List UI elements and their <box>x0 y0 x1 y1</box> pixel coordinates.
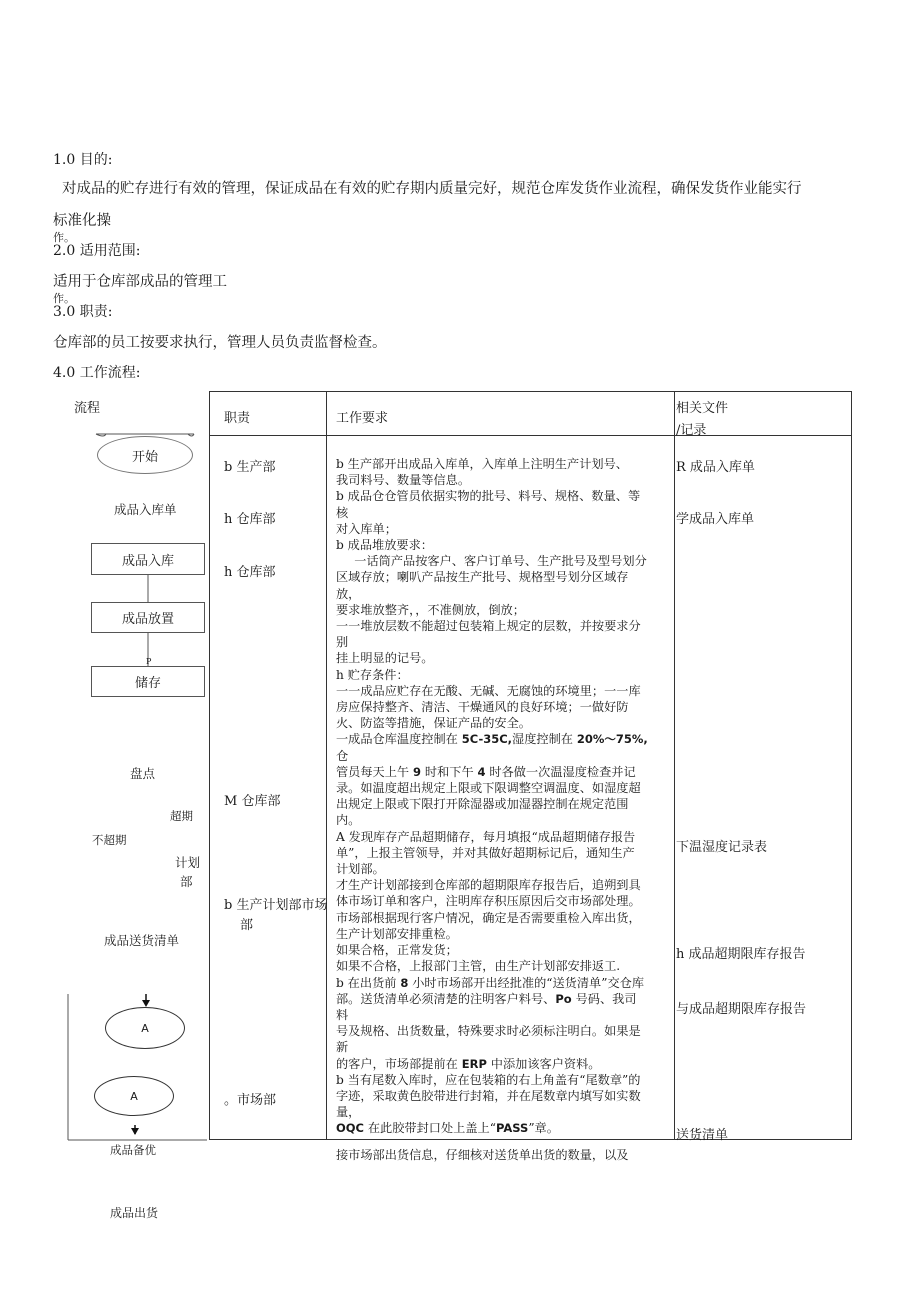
purpose-text-wrap: 作。 <box>53 231 75 244</box>
duty-heading: 3.0 职责: <box>53 304 113 320</box>
purpose-text: 对成品的贮存进行有效的管理，保证成品在有效的贮存期内质量完好，规范仓库发货作业流程，确保发货作业能实行 <box>62 181 802 197</box>
start-node: 开始 <box>97 436 193 474</box>
role-cell: h 仓库部 <box>224 565 276 580</box>
process-heading: 4.0 工作流程: <box>53 365 141 381</box>
doc-cell: 学成品入库单 <box>676 512 755 527</box>
req-line: b 成品仓仓管员依据实物的批号、料号、规格、数量、等核 <box>336 489 641 520</box>
document-header-2: /记录 <box>676 423 707 438</box>
header-divider <box>210 435 851 436</box>
req-line: 录。如温度超出规定上限或下限调整空调温度、如湿度超 <box>336 781 641 796</box>
flow-delivery-list-label: 成品送货清单 <box>104 933 180 948</box>
req-line: 挂上明显的记号。 <box>336 651 434 666</box>
req-line: A 发现库存产品超期储存，每月填报“成品超期储存报告 <box>336 829 636 844</box>
req-line: 号及规格、出货数量，特殊要求时必须标注明白。如果是新 <box>336 1024 641 1055</box>
req-line: b 在出货前 8 小时市场部开出经批准的“送货清单”交仓库 <box>336 975 645 990</box>
req-line: 部。送货清单必须清楚的注明客户料号、Po 号码、我司料 <box>336 991 637 1022</box>
step-warehouse-in: 成品入库 <box>91 543 205 575</box>
req-line: b 成品堆放要求： <box>336 538 433 553</box>
req-line: 的客户，市场部提前在 ERP 中添加该客户资料。 <box>336 1056 601 1071</box>
flow-not-overdue-label: 不超期 <box>92 833 127 847</box>
work-flow-table <box>209 391 852 1162</box>
flow-doc-label: 成品入库单 <box>114 502 177 517</box>
flow-column-header: 流程 <box>74 401 101 416</box>
scope-text-wrap: 作。 <box>53 292 75 305</box>
role-cell: M 仓库部 <box>224 794 281 809</box>
req-line: 单”，上报主管领导，并对其做好超期标记后，通知生产 <box>336 845 635 860</box>
req-line: 内。 <box>336 813 361 828</box>
doc-cell: R 成品入库单 <box>676 460 755 475</box>
req-line: 计划部。 <box>336 862 385 877</box>
req-line: 我司料号、数量等信息。 <box>336 473 471 488</box>
role-cell: h 仓库部 <box>224 512 276 527</box>
requirement-header: 工作要求 <box>336 411 389 426</box>
step-place: 成品放置 <box>91 602 205 633</box>
role-cell: b 生产部 <box>224 460 276 475</box>
requirement-text <box>336 456 648 1163</box>
step-store: 储存 <box>91 666 205 697</box>
req-line: 如果不合格，上报部门主管，由生产计划部安排返工. <box>336 959 621 974</box>
scope-heading: 2.0 适用范围: <box>53 243 141 259</box>
req-line: 一一堆放层数不能超过包装箱上规定的层数，并按要求分别 <box>336 619 641 650</box>
column-divider <box>326 392 327 1139</box>
duty-text: 仓库部的员工按要求执行，管理人员负责监督检查。 <box>53 335 387 351</box>
req-line: 一成品仓库温度控制在 5C-35C,湿度控制在 20%〜75%,仓 <box>336 732 648 763</box>
doc-cell: h 成品超期限库存报告 <box>676 947 806 962</box>
req-line: 一一成品应贮存在无酸、无碱、无腐蚀的环境里；一一库 <box>336 683 641 698</box>
doc-cell: 与成品超期限库存报告 <box>676 1002 807 1017</box>
role-cell: 。市场部 <box>224 1093 277 1108</box>
req-line: 字迹，采取黄色胶带进行封箱，并在尾数章内填写如实数量， <box>336 1088 641 1120</box>
req-line: 市场部根据现行客户情况，确定是否需要重检入库出货， <box>336 910 641 925</box>
connector-a-node-2: A <box>94 1076 174 1116</box>
flow-ship-label: 成品出货 <box>110 1206 159 1220</box>
req-line: 对入库单； <box>336 521 397 536</box>
req-line: 体市场订单和客户，注明库存积压原因后交市场部处理。 <box>336 894 641 909</box>
role-cell: b 生产计划部市场 <box>224 898 328 913</box>
doc-cell: 送货清单 <box>676 1128 729 1143</box>
req-line: h 贮存条件： <box>336 667 409 682</box>
req-line: 生产计划部安排重检。 <box>336 926 458 941</box>
req-line: 管员每天上午 9 时和下午 4 时各做一次温湿度检查并记 <box>336 764 636 779</box>
flow-plan-label-2: 部 <box>180 874 193 889</box>
req-line: OQC 在此胶带封口处上盖上“PASS”章。 <box>336 1121 559 1136</box>
req-line: 区域存放；喇叭产品按生产批号、规格型号划分区域存放， <box>336 570 629 601</box>
role-header: 职责 <box>224 411 251 426</box>
role-cell: 部 <box>240 918 254 933</box>
flow-inventory-label: 盘点 <box>130 766 156 781</box>
flow-plan-label: 计划 <box>175 855 201 870</box>
req-line: b 当有尾数入库时，应在包装箱的右上角盖有“尾数章”的 <box>336 1072 641 1087</box>
flow-mark: P <box>146 657 152 666</box>
req-line: 房应保持整齐、清洁、干燥通风的良好环境；一做好防 <box>336 700 629 715</box>
document-header: 相关文件 <box>676 401 729 416</box>
flow-prep-label: 成品备优 <box>110 1143 156 1157</box>
req-line: 接市场部出货信息，仔细核对送货单出货的数量，以及 <box>336 1147 629 1162</box>
purpose-heading: 1.0 目的: <box>53 152 113 168</box>
flow-overdue-label: 超期 <box>170 809 193 823</box>
connector-a-node: A <box>105 1007 185 1049</box>
req-line: 一话筒产品按客户、客户订单号、生产批号及型号划分 <box>354 554 647 569</box>
req-line: 要求堆放整齐，，不准侧放，倒放； <box>336 602 525 617</box>
req-line: b 生产部开出成品入库单，入库单上注明生产计划号、 <box>336 457 628 471</box>
doc-cell: 下温湿度记录表 <box>676 840 768 855</box>
purpose-text-cont: 标准化操 <box>53 213 111 229</box>
req-line: 如果合格，正常发货； <box>336 943 458 958</box>
scope-text: 适用于仓库部成品的管理工 <box>53 274 227 290</box>
column-divider <box>674 392 675 1139</box>
req-line: 火、防盗等措施，保证产品的安全。 <box>336 716 531 731</box>
req-line: 才生产计划部接到仓库部的超期限库存报告后，追朔到具 <box>336 878 641 893</box>
req-line: 出规定上限或下限打开除湿器或加湿器控制在规定范围 <box>336 797 629 812</box>
